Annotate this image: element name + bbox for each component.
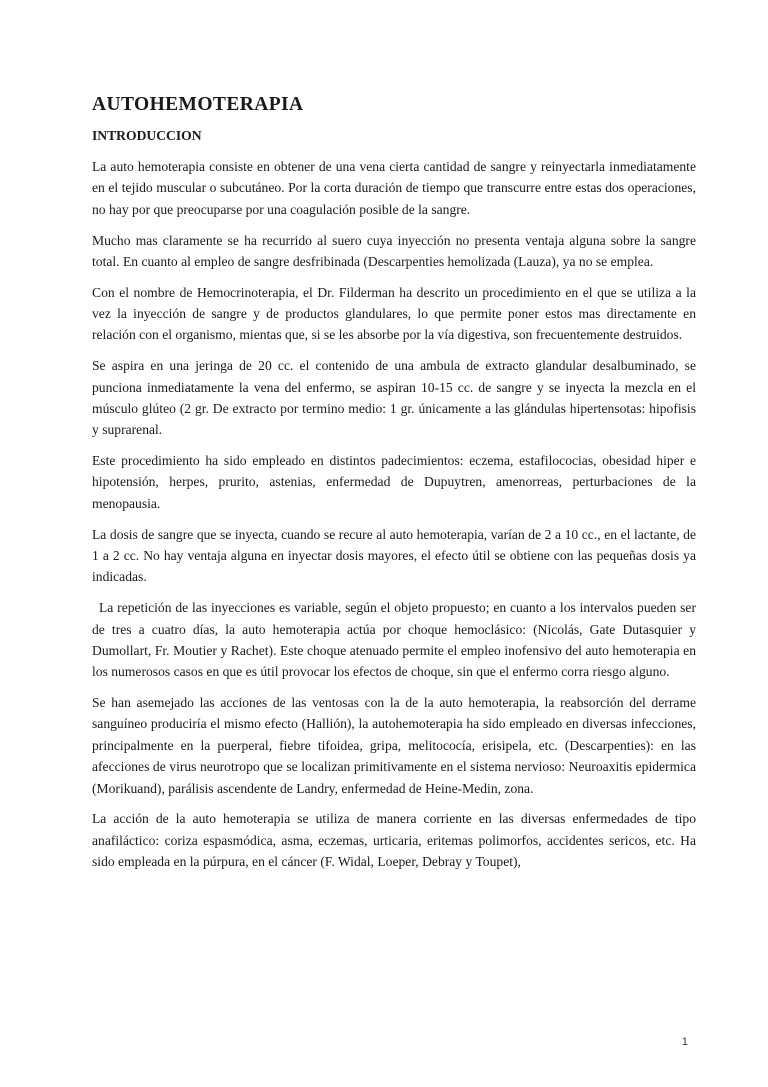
document-body xyxy=(92,92,696,882)
paragraph-hemocrinoterapia: Con el nombre de Hemocrinoterapia, el Dr. Filderman ha descrito un procedimiento en el que se utiliza a la vez la inyección de sangre y de productos glandulares, lo que permite poner estos mas directamente en relación con el organismo, mientas que, si se les absorbe por la vía digestiva, son frecuentemente destruidos. xyxy=(92,284,696,343)
document-title: AUTOHEMOTERAPIA xyxy=(92,94,304,115)
paragraph-suero: Mucho mas claramente se ha recurrido al suero cuya inyección no presenta ventaja alguna sobre la sangre total. En cuanto al empleo de sangre desfribinada (Descarpenties hemolizada (Lauza), ya no se emplea. xyxy=(92,232,696,269)
paragraph-repeticion: La repetición de las inyecciones es variable, según el objeto propuesto; en cuanto a los intervalos pueden ser de tres a cuatro días, la auto hemoterapia actúa por choque hemoclásico: (Nicolás, Gate Dutasquier y Dumollart, Fr. Moutier y Rachet). Este choque atenuado permite el empleo inofensivo del auto hemoterapia en los numerosos casos en que es útil provocar los efectos de choque, sin que el enfermo corra riesgo alguno. xyxy=(92,600,696,680)
paragraph-anafilactico: La acción de la auto hemoterapia se utiliza de manera corriente en las diversas enfermedades de tipo anafiláctico: coriza espasmódica, asma, eczemas, urticaria, eritemas polimorfos, accidentes sericos, etc. Ha sido empleada en la púrpura, en el cáncer (F. Widal, Loeper, Debray y Toupet), xyxy=(92,811,696,870)
paragraph-padecimientos: Este procedimiento ha sido empleado en distintos padecimientos: eczema, estafilococias, obesidad hiper e hipotensión, herpes, prurito, astenias, enfermedad de Dupuytren, amenorreas, perturbaciones de la menopausia. xyxy=(92,453,696,511)
paragraph-ventosas: Se han asemejado las acciones de las ventosas con la de la auto hemoterapia, la reabsorción del derrame sanguíneo produciría el mismo efecto (Hallión), la autohemoterapia ha sido empleado en diversas infecciones, principalmente en la puerperal, fiebre tifoidea, gripa, melitococía, erisipela, etc. (Descarpenties): en las afecciones de virus neurotropo que se localizan primitivamente en el sistema nervioso: Neuroaxitis epidermica (Morikuand), parálisis ascendente de Landry, enfermedad de Heine-Medin, zona. xyxy=(92,695,696,796)
paragraph-procedimiento: Se aspira en una jeringa de 20 cc. el contenido de una ambula de extracto glandular desalbuminado, se punciona inmediatamente la vena del enfermo, se aspiran 10-15 cc. de sangre y se inyecta la mezcla en el músculo glúteo (2 gr. De extracto por termino medio: 1 gr. únicamente a las glándulas hipertensotas: hipofisis y suprarenal. xyxy=(92,358,696,438)
section-heading-introduccion: INTRODUCCION xyxy=(92,128,202,143)
paragraph-definition: La auto hemoterapia consiste en obtener de una vena cierta cantidad de sangre y reinyectarla inmediatamente en el tejido muscular o subcutáneo. Por la corta duración de tiempo que transcurre entre estas dos operaciones, no hay por que preocuparse por una coagulación posible de la sangre. xyxy=(92,159,696,217)
page-number: 1 xyxy=(681,1036,688,1048)
paragraph-dosis: La dosis de sangre que se inyecta, cuando se recure al auto hemoterapia, varían de 2 a 10 cc., en el lactante, de 1 a 2 cc. No hay ventaja alguna en inyectar dosis mayores, el efecto útil se obtiene con las pequeñas dosis ya indicadas. xyxy=(92,526,696,585)
